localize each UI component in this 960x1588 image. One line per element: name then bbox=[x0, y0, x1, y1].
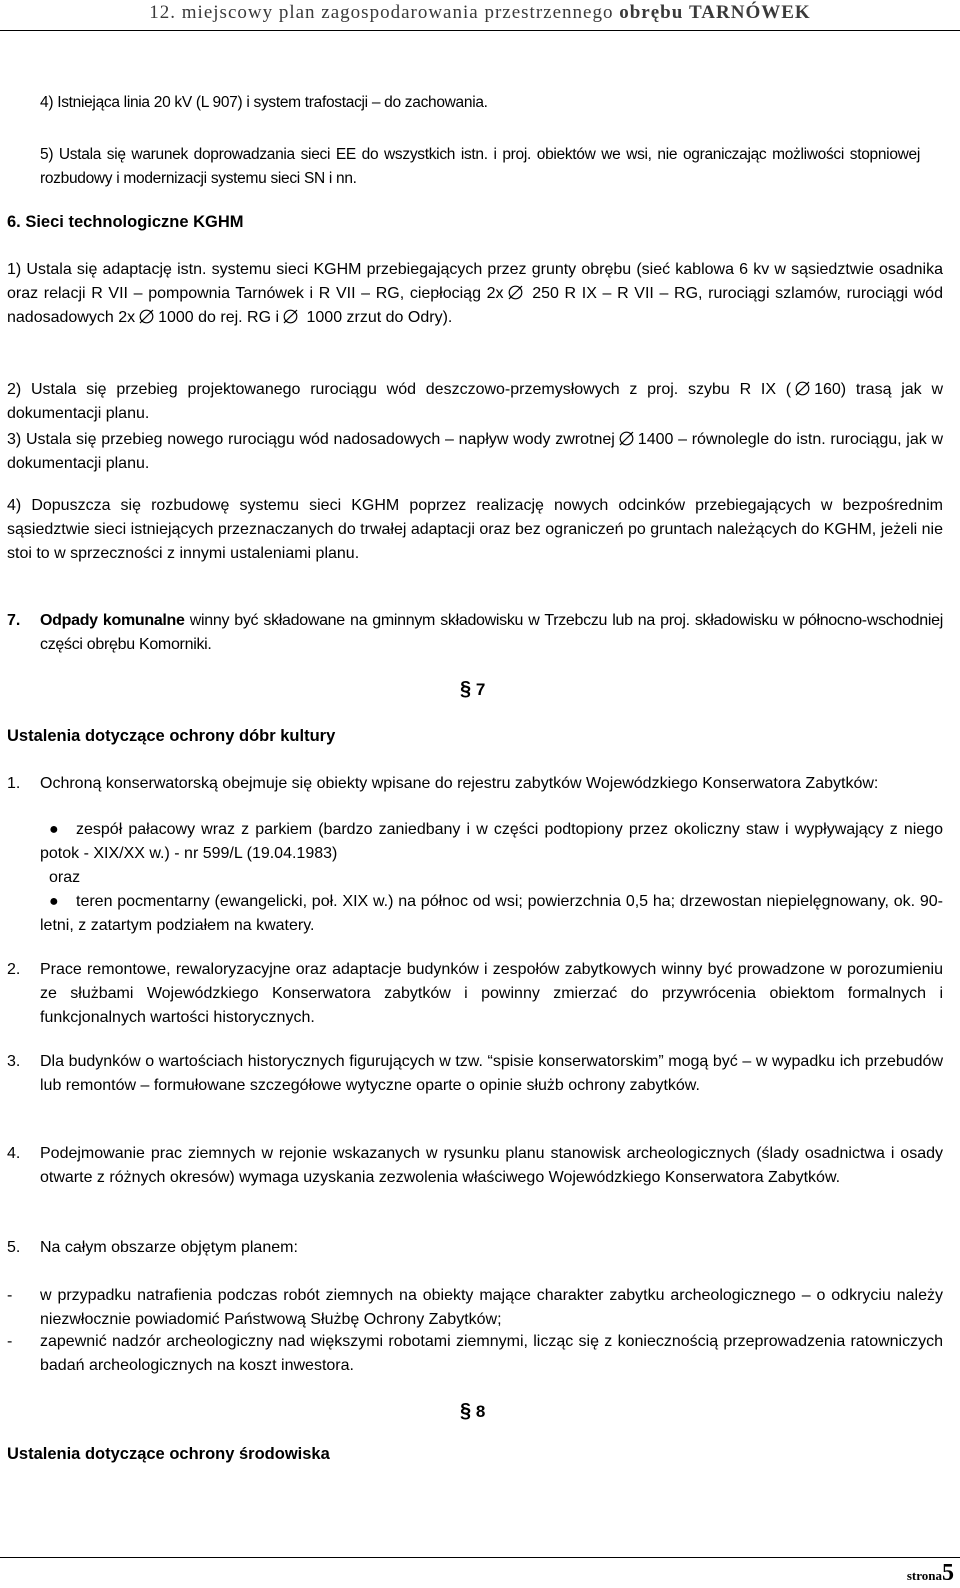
footer-page-number: 5 bbox=[942, 1560, 954, 1586]
bullet-icon: ● bbox=[49, 893, 59, 910]
culture-oraz: oraz bbox=[49, 869, 81, 886]
culture-item-1-number: 1. bbox=[7, 775, 21, 792]
section-6-item-2-b: 160) trasą jak w dokumentacji planu. bbox=[7, 381, 943, 422]
section-sign-icon: § bbox=[460, 678, 472, 700]
paragraph-5: 5) Ustala się warunek doprowadzania sieci EE do wszystkich istn. i proj. obiektów we wsi, nie ograniczając możliwości stopniowej rozbudowy i modernizacji systemu sieci SN i nn. bbox=[40, 146, 920, 187]
environment-title: Ustalenia dotyczące ochrony środowiska bbox=[7, 1445, 330, 1463]
section-6-item-3-a: 3) Ustala się przebieg nowego rurociągu wód nadosadowych – napływ wody zwrotnej bbox=[7, 431, 615, 448]
footer-page-label: strona bbox=[906, 1568, 942, 1583]
dash-marker: - bbox=[7, 1333, 13, 1350]
section-6-item-3-b: 1400 – równolegle do istn. rurociągu, jak w dokumentacji planu. bbox=[7, 431, 943, 472]
page-header bbox=[0, 0, 960, 30]
dash-marker: - bbox=[7, 1287, 13, 1304]
culture-bullet-2: teren pocmentarny (ewangelicki, poł. XIX w.) na północ od wsi; powierzchnia 0,5 ha; drzewostan niepielęgnowany, ok. 90-letni, z zatartym podziałem na kwatery. bbox=[40, 893, 943, 934]
section-7-rest: winny być składowane na gminnym składowisku w Trzebczu lub na proj. składowisku w północno-wschodniej części obrębu Komorniki. bbox=[40, 612, 943, 653]
culture-item-4-number: 4. bbox=[7, 1145, 21, 1162]
paragraph-7-number: 7 bbox=[475, 680, 486, 699]
header-obrebu: obrębu bbox=[619, 2, 684, 23]
section-6-item-2 bbox=[7, 378, 943, 426]
section-sign-icon: § bbox=[460, 1400, 472, 1422]
diameter-icon bbox=[283, 309, 298, 324]
diameter-icon bbox=[619, 431, 634, 446]
paragraph-7-mark bbox=[460, 678, 485, 701]
culture-item-2: Prace remontowe, rewaloryzacyjne oraz adaptacje budynków i zespołów zabytkowych winny być prowadzone w porozumieniu ze służbami Wojewódzkiego Konserwatora zabytków i powinny zmierzać do przywrócenia obiektom formalnych i funkcjonalnych wartości historycznych. bbox=[40, 961, 943, 1026]
culture-title: Ustalenia dotyczące ochrony dóbr kultury bbox=[7, 727, 336, 745]
section-6-item-1-d: 1000 zrzut do Odry). bbox=[306, 309, 453, 326]
section-6-item-1 bbox=[7, 258, 943, 330]
section-7-bold: Odpady komunalne bbox=[40, 612, 185, 629]
section-6-item-4: 4) Dopuszcza się rozbudowę systemu sieci KGHM poprzez realizację nowych odcinków przebiegających w bezpośrednim sąsiedztwie sieci istniejących przeznaczanych do trwałej adaptacji oraz bez ograniczeń po gruntach należących do KGHM, jeżeli nie stoi to w sprzeczności z innymi ustaleniami planu. bbox=[7, 497, 943, 562]
paragraph-8-mark bbox=[460, 1400, 485, 1423]
section-6-item-3 bbox=[7, 428, 943, 476]
culture-item-4: Podejmowanie prac ziemnych w rejonie wskazanych w rysunku planu stanowisk archeologicznych (ślady osadnictwa i osady otwarte z różnych okresów) wymaga uzyskania zezwolenia właściwego Wojewódzkiego Konserwatora Zabytków. bbox=[40, 1145, 943, 1186]
paragraph-8-number: 8 bbox=[475, 1402, 486, 1421]
culture-dash-2: zapewnić nadzór archeologiczny nad większymi robotami ziemnymi, licząc się z koniecznością przeprowadzenia ratowniczych badań archeologicznych na koszt inwestora. bbox=[40, 1333, 943, 1374]
culture-item-5: Na całym obszarze objętym planem: bbox=[40, 1239, 298, 1256]
header-divider bbox=[0, 30, 960, 31]
paragraph-4: 4) Istniejąca linia 20 kV (L 907) i system trafostacji – do zachowania. bbox=[40, 94, 488, 111]
culture-item-2-number: 2. bbox=[7, 961, 21, 978]
section-6-item-1-c: 1000 do rej. RG i bbox=[158, 309, 280, 326]
diameter-icon bbox=[508, 285, 523, 300]
culture-item-5-number: 5. bbox=[7, 1239, 21, 1256]
diameter-icon bbox=[795, 381, 810, 396]
header-locality: TARNÓWEK bbox=[689, 2, 811, 23]
section-7-number: 7. bbox=[7, 612, 21, 629]
header-title: 12. miejscowy plan zagospodarowania przestrzennego bbox=[149, 2, 614, 23]
section-6-item-2-a: 2) Ustala się przebieg projektowanego rurociągu wód deszczowo-przemysłowych z proj. szybu R IX ( bbox=[7, 381, 792, 398]
culture-bullet-1: zespół pałacowy wraz z parkiem (bardzo zaniedbany i w części podtopiony przez okoliczny staw i wypływający z niego potok - XIX/XX w.) - nr 599/L (19.04.1983) bbox=[40, 821, 943, 862]
diameter-icon bbox=[139, 309, 154, 324]
footer-divider bbox=[0, 1557, 960, 1558]
culture-dash-1: w przypadku natrafienia podczas robót ziemnych na obiekty mające charakter zabytku archeologicznego – o odkryciu należy niezwłocznie powiadomić Państwową Służbę Ochrony Zabytków; bbox=[40, 1287, 943, 1328]
section-7-text bbox=[40, 609, 943, 657]
culture-item-3-number: 3. bbox=[7, 1053, 21, 1070]
section-6-item-1-b: 250 R IX – R VII – RG, rurociągi szlamów, rurociągi wód nadosadowych 2x bbox=[7, 285, 943, 326]
culture-item-3: Dla budynków o wartościach historycznych figurujących w tzw. “spisie konserwatorskim” mogą być – w wypadku ich przebudów lub remontów – formułowane szczegółowe wytyczne oparte o opinie służb ochrony zabytków. bbox=[40, 1053, 943, 1094]
page-footer bbox=[907, 1560, 954, 1587]
culture-item-1: Ochroną konserwatorską obejmuje się obiekty wpisane do rejestru zabytków Wojewódzkiego Konserwatora Zabytków: bbox=[40, 775, 879, 792]
bullet-icon: ● bbox=[49, 821, 59, 838]
section-6-title: 6. Sieci technologiczne KGHM bbox=[7, 213, 244, 231]
section-6-item-1-a: 1) Ustala się adaptację istn. systemu sieci KGHM przebiegających przez grunty obrębu (sieć kablowa 6 kv w sąsiedztwie osadnika oraz relacji R VII – pompownia Tarnówek i R VII – RG, ciepłociąg 2x bbox=[7, 261, 943, 302]
